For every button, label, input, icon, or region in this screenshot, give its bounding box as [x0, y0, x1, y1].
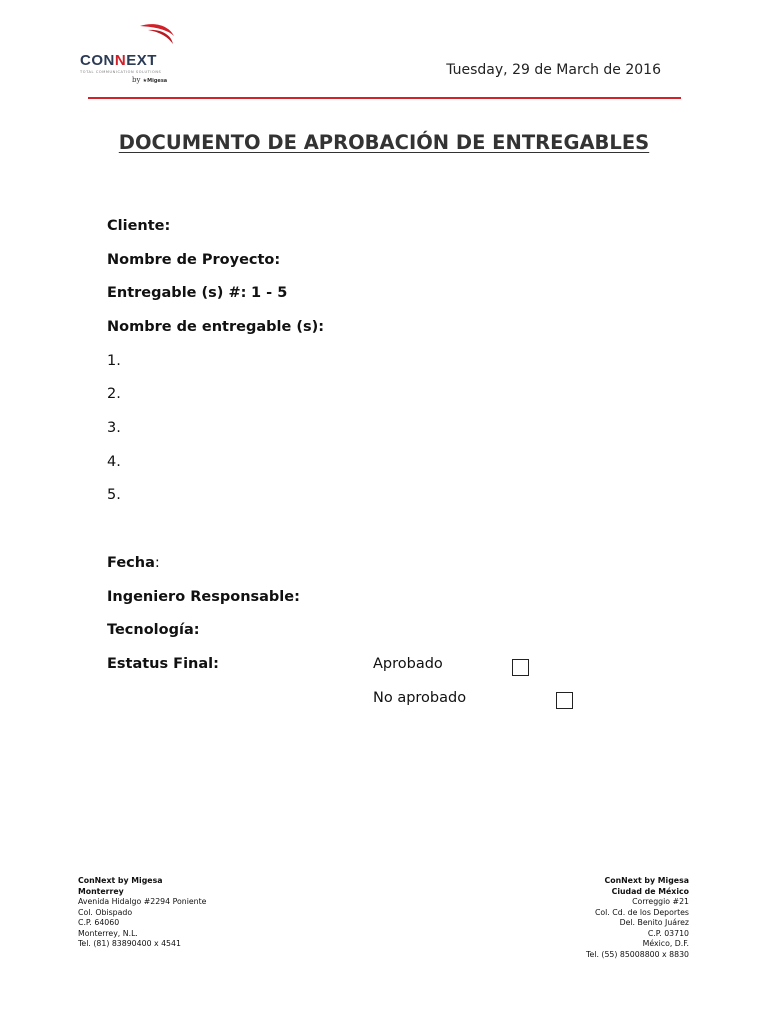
list-item: 3.: [107, 420, 121, 436]
field-cliente: Cliente:: [107, 218, 171, 234]
field-nombre-entregables: Nombre de entregable (s):: [107, 319, 325, 335]
document-date: Tuesday, 29 de March de 2016: [446, 62, 661, 78]
entregable-value: 1 - 5: [251, 285, 288, 301]
field-ingeniero: Ingeniero Responsable:: [107, 589, 300, 605]
no-aprobado-checkbox[interactable]: [556, 692, 573, 709]
list-item: 2.: [107, 386, 121, 402]
list-item: 5.: [107, 487, 121, 503]
option-no-aprobado-label: No aprobado: [373, 690, 467, 706]
footer-address-cdmx: ConNext by Migesa Ciudad de México Correggio #21 Col. Cd. de los Deportes Del. Benito Juárez C.P. 03710 México, D.F. Tel. (55) 85008800 x 8830: [586, 876, 689, 959]
list-item: 1.: [107, 353, 121, 369]
field-fecha: Fecha:: [107, 555, 160, 571]
logo-tagline: TOTAL COMMUNICATION SOLUTIONS: [80, 70, 162, 74]
document-title: DOCUMENTO DE APROBACIÓN DE ENTREGABLES: [118, 131, 650, 154]
field-tecnologia: Tecnología:: [107, 622, 200, 638]
header-divider: [88, 97, 681, 99]
option-aprobado-label: Aprobado: [373, 656, 443, 672]
logo-by-migesa: by ★Migesa: [132, 76, 168, 84]
connext-logo: [80, 22, 180, 92]
logo-swoosh-icon: [138, 22, 176, 52]
aprobado-checkbox[interactable]: [512, 659, 529, 676]
field-nombre-proyecto: Nombre de Proyecto:: [107, 252, 281, 268]
footer-address-monterrey: ConNext by Migesa Monterrey Avenida Hidalgo #2294 Poniente Col. Obispado C.P. 64060 Monterrey, N.L. Tel. (81) 83890400 x 4541: [78, 876, 207, 948]
field-entregable: Entregable (s) #: 1 - 5: [107, 285, 288, 301]
field-estatus-final: Estatus Final:: [107, 656, 219, 672]
logo-wordmark: CONNEXT: [80, 52, 157, 69]
list-item: 4.: [107, 454, 121, 470]
